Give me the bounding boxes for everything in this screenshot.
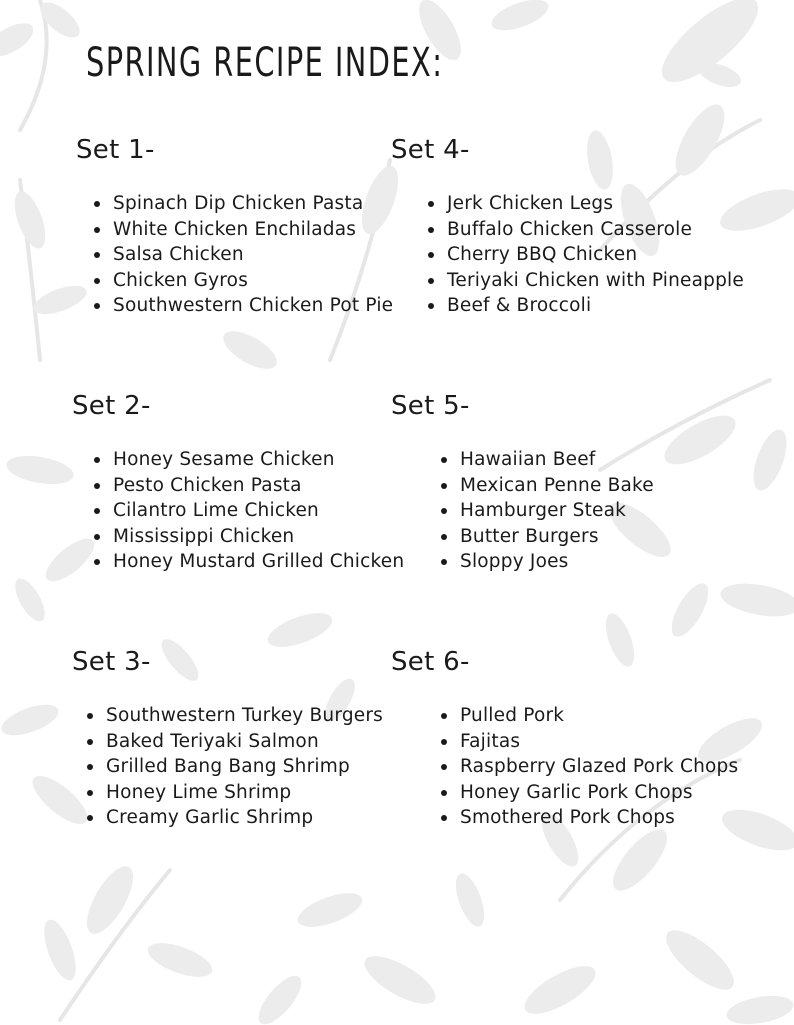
recipe-name: Beef & Broccoli bbox=[447, 295, 592, 316]
recipe-set-4 bbox=[391, 134, 744, 316]
recipe-name: Mississippi Chicken bbox=[113, 525, 295, 547]
recipe-name: Chicken Gyros bbox=[113, 269, 249, 291]
recipe-name: Buffalo Chicken Casserole bbox=[447, 218, 693, 240]
bullet-icon bbox=[94, 201, 100, 207]
recipe-name: Pesto Chicken Pasta bbox=[113, 474, 302, 496]
recipe-name: Cilantro Lime Chicken bbox=[113, 500, 319, 521]
list-item bbox=[94, 268, 393, 294]
bullet-icon bbox=[87, 815, 93, 821]
list-item bbox=[87, 754, 383, 780]
bullet-icon bbox=[441, 457, 447, 463]
recipe-set-6 bbox=[391, 646, 739, 828]
recipe-name: Honey Lime Shrimp bbox=[106, 781, 292, 803]
bullet-icon bbox=[441, 815, 447, 821]
bullet-icon bbox=[94, 483, 100, 489]
list-item bbox=[441, 729, 738, 755]
bullet-icon bbox=[441, 713, 447, 719]
recipe-name: Hamburger Steak bbox=[460, 500, 627, 521]
recipe-name: Raspberry Glazed Pork Chops bbox=[460, 756, 739, 777]
bullet-icon bbox=[94, 457, 100, 463]
recipe-list bbox=[94, 447, 404, 575]
bullet-icon bbox=[441, 764, 447, 770]
recipe-name: Creamy Garlic Shrimp bbox=[106, 807, 314, 828]
bullet-icon bbox=[428, 227, 434, 233]
list-item bbox=[94, 473, 404, 499]
bullet-icon bbox=[441, 508, 447, 514]
bullet-icon bbox=[87, 764, 93, 770]
list-item bbox=[94, 447, 404, 473]
list-item bbox=[87, 729, 383, 755]
list-item bbox=[94, 498, 404, 524]
recipe-name: Butter Burgers bbox=[460, 525, 599, 547]
list-item bbox=[441, 805, 738, 831]
bullet-icon bbox=[94, 252, 100, 258]
bullet-icon bbox=[87, 790, 93, 796]
list-item bbox=[428, 293, 744, 319]
list-item bbox=[428, 217, 744, 243]
list-item bbox=[94, 293, 393, 319]
set-heading: Set 2- bbox=[72, 391, 151, 421]
bullet-icon bbox=[428, 303, 434, 309]
bullet-icon bbox=[441, 483, 447, 489]
recipe-name: Honey Mustard Grilled Chicken bbox=[113, 551, 405, 572]
list-item bbox=[94, 524, 404, 550]
list-item bbox=[428, 242, 744, 268]
bullet-icon bbox=[87, 739, 93, 745]
bullet-icon bbox=[87, 713, 93, 719]
recipe-list bbox=[94, 191, 393, 319]
bullet-icon bbox=[94, 559, 100, 565]
list-item bbox=[441, 447, 654, 473]
list-item bbox=[87, 703, 383, 729]
recipe-name: Jerk Chicken Legs bbox=[447, 193, 614, 214]
recipe-set-5 bbox=[391, 390, 654, 572]
recipe-name: Grilled Bang Bang Shrimp bbox=[106, 756, 350, 777]
list-item bbox=[441, 703, 738, 729]
bullet-icon bbox=[441, 739, 447, 745]
recipe-list bbox=[428, 191, 744, 319]
bullet-icon bbox=[94, 227, 100, 233]
bullet-icon bbox=[94, 534, 100, 540]
recipe-name: Smothered Pork Chops bbox=[460, 807, 676, 828]
list-item bbox=[94, 217, 393, 243]
list-item bbox=[441, 473, 654, 499]
recipe-list bbox=[87, 703, 383, 831]
set-heading: Set 4- bbox=[391, 135, 470, 165]
recipe-set-1 bbox=[76, 134, 394, 316]
recipe-list bbox=[441, 703, 738, 831]
recipe-name: Salsa Chicken bbox=[113, 244, 244, 265]
recipe-name: Spinach Dip Chicken Pasta bbox=[113, 193, 364, 214]
bullet-icon bbox=[428, 201, 434, 207]
recipe-name: Teriyaki Chicken with Pineapple bbox=[447, 269, 744, 291]
recipe-name: Hawaiian Beef bbox=[460, 449, 596, 470]
recipe-name: Honey Garlic Pork Chops bbox=[460, 781, 693, 803]
recipe-name: White Chicken Enchiladas bbox=[113, 218, 357, 240]
recipe-name: Fajitas bbox=[460, 730, 521, 752]
bullet-icon bbox=[428, 252, 434, 258]
list-item bbox=[441, 780, 738, 806]
recipe-set-2 bbox=[72, 390, 405, 572]
recipe-name: Southwestern Turkey Burgers bbox=[106, 705, 383, 726]
list-item bbox=[87, 780, 383, 806]
list-item bbox=[94, 242, 393, 268]
list-item bbox=[441, 549, 654, 575]
bullet-icon bbox=[94, 303, 100, 309]
list-item bbox=[94, 191, 393, 217]
list-item bbox=[441, 754, 738, 780]
bullet-icon bbox=[441, 559, 447, 565]
list-item bbox=[428, 268, 744, 294]
bullet-icon bbox=[94, 508, 100, 514]
set-heading: Set 6- bbox=[391, 647, 470, 677]
list-item bbox=[87, 805, 383, 831]
set-heading: Set 5- bbox=[391, 391, 470, 421]
recipe-name: Mexican Penne Bake bbox=[460, 474, 654, 496]
list-item bbox=[441, 498, 654, 524]
recipe-list bbox=[441, 447, 654, 575]
page-title: SPRING RECIPE INDEX: bbox=[86, 40, 444, 86]
list-item bbox=[441, 524, 654, 550]
recipe-name: Pulled Pork bbox=[460, 705, 565, 726]
bullet-icon bbox=[94, 278, 100, 284]
set-heading: Set 1- bbox=[76, 135, 155, 165]
bullet-icon bbox=[441, 534, 447, 540]
recipe-name: Southwestern Chicken Pot Pie bbox=[113, 295, 394, 316]
recipe-name: Cherry BBQ Chicken bbox=[447, 244, 638, 265]
recipe-name: Sloppy Joes bbox=[460, 551, 569, 572]
list-item bbox=[428, 191, 744, 217]
recipe-name: Honey Sesame Chicken bbox=[113, 449, 335, 470]
bullet-icon bbox=[441, 790, 447, 796]
list-item bbox=[94, 549, 404, 575]
recipe-set-3 bbox=[72, 646, 383, 828]
set-heading: Set 3- bbox=[72, 647, 151, 677]
bullet-icon bbox=[428, 278, 434, 284]
recipe-name: Baked Teriyaki Salmon bbox=[106, 730, 319, 752]
